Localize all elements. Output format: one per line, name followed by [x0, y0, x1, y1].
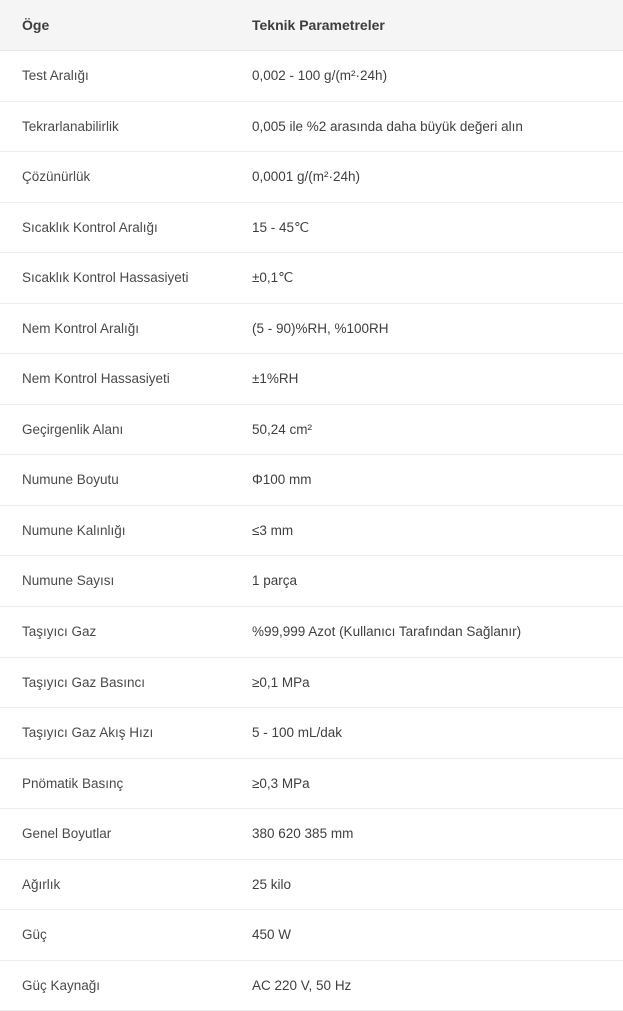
table-row [0, 455, 623, 506]
table-row [0, 404, 623, 455]
row-item-label: Sıcaklık Kontrol Aralığı [0, 202, 232, 253]
row-item-label: Nem Kontrol Hassasiyeti [0, 354, 232, 405]
row-item-label: Taşıyıcı Gaz [0, 607, 232, 658]
table-row [0, 505, 623, 556]
row-value: 0,002 - 100 g/(m²·24h) [232, 51, 623, 102]
table-row [0, 303, 623, 354]
row-item-label: Taşıyıcı Gaz Akış Hızı [0, 708, 232, 759]
row-item-label: Güç [0, 910, 232, 961]
row-item-label: Taşıyıcı Gaz Basıncı [0, 657, 232, 708]
row-value: (5 - 90)%RH, %100RH [232, 303, 623, 354]
row-item-label: Nem Kontrol Aralığı [0, 303, 232, 354]
row-value: 5 - 100 mL/dak [232, 708, 623, 759]
row-value: Φ100 mm [232, 455, 623, 506]
table-row [0, 202, 623, 253]
row-item-label: Sıcaklık Kontrol Hassasiyeti [0, 253, 232, 304]
row-item-label: Tekrarlanabilirlik [0, 101, 232, 152]
table-row [0, 960, 623, 1011]
row-value: %99,999 Azot (Kullanıcı Tarafından Sağlanır) [232, 607, 623, 658]
table-row [0, 910, 623, 961]
row-value: 15 - 45℃ [232, 202, 623, 253]
column-header-value: Teknik Parametreler [232, 0, 623, 51]
row-value: 380 620 385 mm [232, 809, 623, 860]
row-item-label: Genel Boyutlar [0, 809, 232, 860]
table-row [0, 354, 623, 405]
row-item-label: Çözünürlük [0, 152, 232, 203]
table-body [0, 51, 623, 1011]
table-row [0, 607, 623, 658]
table-row [0, 101, 623, 152]
column-header-item: Öge [0, 0, 232, 51]
row-value: ±1%RH [232, 354, 623, 405]
row-value: ≥0,3 MPa [232, 758, 623, 809]
row-value: 0,005 ile %2 arasında daha büyük değeri alın [232, 101, 623, 152]
table-row [0, 253, 623, 304]
row-value: 25 kilo [232, 859, 623, 910]
row-value: ≤3 mm [232, 505, 623, 556]
table-row [0, 809, 623, 860]
row-value: 450 W [232, 910, 623, 961]
row-item-label: Test Aralığı [0, 51, 232, 102]
row-value: 0,0001 g/(m²·24h) [232, 152, 623, 203]
table-row [0, 859, 623, 910]
table-row [0, 556, 623, 607]
row-value: AC 220 V, 50 Hz [232, 960, 623, 1011]
row-value: ±0,1℃ [232, 253, 623, 304]
row-item-label: Ağırlık [0, 859, 232, 910]
table-row [0, 51, 623, 102]
table-row [0, 657, 623, 708]
row-item-label: Numune Sayısı [0, 556, 232, 607]
row-value: ≥0,1 MPa [232, 657, 623, 708]
row-value: 1 parça [232, 556, 623, 607]
table-row [0, 708, 623, 759]
row-item-label: Numune Boyutu [0, 455, 232, 506]
table-row [0, 152, 623, 203]
row-item-label: Pnömatik Basınç [0, 758, 232, 809]
row-value: 50,24 cm² [232, 404, 623, 455]
table-row [0, 758, 623, 809]
table-header [0, 0, 623, 51]
row-item-label: Numune Kalınlığı [0, 505, 232, 556]
row-item-label: Güç Kaynağı [0, 960, 232, 1011]
table-header-row [0, 0, 623, 51]
row-item-label: Geçirgenlik Alanı [0, 404, 232, 455]
